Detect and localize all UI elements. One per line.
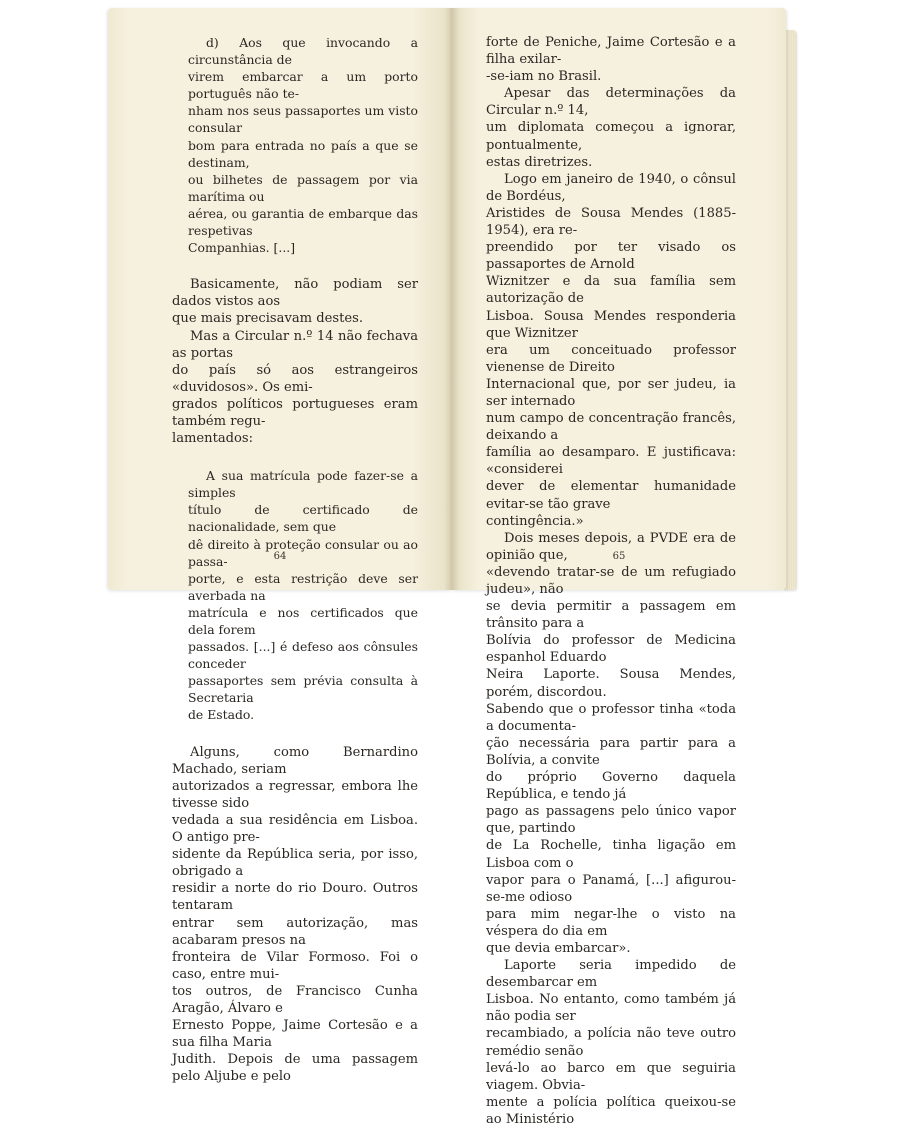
circular-quote-d bbox=[172, 34, 418, 256]
text-line: virem embarcar a um porto português não te- bbox=[188, 69, 418, 102]
open-book bbox=[108, 8, 798, 1127]
text-line: Aristides de Sousa Mendes (1885-1954), era re- bbox=[486, 205, 736, 239]
text-line: forte de Peniche, Jaime Cortesão e a filha exilar- bbox=[486, 35, 736, 68]
text-line: família ao desamparo. E justificava: «considerei bbox=[486, 445, 736, 478]
left-page bbox=[108, 8, 452, 1085]
text-line: aérea, ou garantia de embarque das respetivas bbox=[188, 205, 418, 239]
text-line: num campo de concentração francês, deixando a bbox=[486, 411, 736, 444]
text-line: Basicamente, não podiam ser dados vistos aos bbox=[172, 277, 418, 310]
text-line: Wiznitzer e da sua família sem autorização de bbox=[486, 274, 736, 307]
text-line: Logo em janeiro de 1940, o cônsul de Bordéus, bbox=[486, 171, 736, 204]
text-line: estas diretrizes. bbox=[486, 154, 593, 170]
page-number-left: 64 bbox=[273, 551, 287, 562]
text-line: dê direito à proteção consular ou ao passa- bbox=[188, 536, 418, 569]
text-line: que mais precisavam destes. bbox=[172, 311, 363, 327]
text-line: Dois meses depois, a PVDE era de opinião que, bbox=[486, 530, 736, 563]
text-line: grados políticos portugueses eram também regu- bbox=[172, 396, 418, 429]
page-number-right: 65 bbox=[612, 551, 626, 562]
text-line: Judith. Depois de uma passagem pelo Aljube e pelo bbox=[172, 1052, 418, 1085]
paragraph bbox=[486, 957, 736, 1128]
text-line: autorizados a regressar, embora lhe tivesse sido bbox=[172, 778, 418, 811]
text-line: era um conceituado professor vienense de Direito bbox=[486, 342, 736, 375]
text-line: Bolívia do professor de Medicina espanhol Eduardo bbox=[486, 633, 736, 666]
text-line: Sabendo que o professor tinha «toda a documenta- bbox=[486, 701, 736, 734]
book-gutter bbox=[444, 8, 460, 590]
text-line: Companhias. [...] bbox=[188, 240, 296, 256]
text-line: Internacional que, por ser judeu, ia ser internado bbox=[486, 376, 736, 409]
right-page bbox=[452, 8, 786, 1127]
text-line: de La Rochelle, tinha ligação em Lisboa com o bbox=[486, 838, 736, 871]
text-line: A sua matrícula pode fazer-se a simples bbox=[188, 468, 418, 501]
text-line: sidente da República seria, por isso, obrigado a bbox=[172, 847, 418, 880]
text-line: tos outros, de Francisco Cunha Aragão, Álvaro e bbox=[172, 983, 418, 1016]
text-line: bom para entrada no país a que se destinam, bbox=[188, 137, 418, 170]
right-page-text bbox=[486, 34, 736, 1128]
text-line: pago as passagens pelo único vapor que, partindo bbox=[486, 804, 736, 837]
text-line: do próprio Governo daquela República, e tendo já bbox=[486, 770, 736, 803]
paragraph bbox=[486, 530, 736, 957]
text-line: matrícula e nos certificados que dela forem bbox=[188, 604, 418, 637]
matricula-quote bbox=[172, 467, 418, 723]
text-line: lamentados: bbox=[172, 431, 254, 447]
text-line: dever de elementar humanidade evitar-se tão grave bbox=[486, 479, 736, 512]
text-line: vedada a sua residência em Lisboa. O antigo pre- bbox=[172, 812, 418, 846]
text-line: nham nos seus passaportes um visto consular bbox=[188, 103, 418, 136]
text-line: de Estado. bbox=[188, 707, 255, 723]
paragraph bbox=[486, 34, 736, 85]
text-line: preendido por ter visado os passaportes de Arnold bbox=[486, 240, 736, 273]
text-line: residir a norte do rio Douro. Outros tentaram bbox=[172, 881, 418, 914]
text-line: ção necessária para partir para a Bolívia, a convite bbox=[486, 735, 736, 768]
text-line: que devia embarcar». bbox=[486, 940, 631, 956]
text-line: recambiado, a polícia não teve outro remédio senão bbox=[486, 1026, 736, 1059]
text-line: porte, e esta restrição deve ser averbada na bbox=[188, 570, 418, 603]
text-line: Lisboa. Sousa Mendes responderia que Wiznitzer bbox=[486, 308, 736, 341]
text-line: ou bilhetes de passagem por via marítima ou bbox=[188, 171, 418, 204]
text-line: para mim negar-lhe o visto na véspera do dia em bbox=[486, 906, 736, 939]
text-line: passaportes sem prévia consulta à Secretaria bbox=[188, 673, 418, 706]
paragraph bbox=[486, 85, 736, 170]
paragraph bbox=[172, 328, 418, 448]
text-line: Apesar das determinações da Circular n.º 14, bbox=[486, 86, 736, 119]
text-line: passados. [...] é defeso aos cônsules conceder bbox=[188, 639, 418, 672]
text-line: um diplomata começou a ignorar, pontualmente, bbox=[486, 120, 736, 153]
text-line: -se-iam no Brasil. bbox=[486, 69, 602, 85]
text-line: Alguns, como Bernardino Machado, seriam bbox=[172, 744, 418, 777]
text-line: fronteira de Vilar Formoso. Foi o caso, entre mui- bbox=[172, 949, 418, 982]
text-line: levá-lo ao barco em que seguiria viagem. Obvia- bbox=[486, 1060, 736, 1093]
text-line: «devendo tratar-se de um refugiado judeu», não bbox=[486, 564, 736, 597]
text-line: Laporte seria impedido de desembarcar em bbox=[486, 958, 736, 991]
text-line: título de certificado de nacionalidade, sem que bbox=[188, 502, 418, 535]
text-line: contingência.» bbox=[486, 513, 584, 529]
paragraph bbox=[172, 276, 418, 327]
text-line: d) Aos que invocando a circunstância de bbox=[188, 35, 418, 68]
text-line: vapor para o Panamá, [...] afigurou-se-me odioso bbox=[486, 872, 736, 905]
text-line: Lisboa. No entanto, como também já não podia ser bbox=[486, 992, 736, 1025]
paragraph bbox=[172, 744, 418, 1086]
text-line: Mas a Circular n.º 14 não fechava as portas bbox=[172, 328, 418, 361]
text-line: Neira Laporte. Sousa Mendes, porém, discordou. bbox=[486, 667, 736, 700]
paragraph bbox=[486, 171, 736, 530]
text-line: Ernesto Poppe, Jaime Cortesão e a sua filha Maria bbox=[172, 1018, 418, 1051]
text-line: do país só aos estrangeiros «duvidosos». Os emi- bbox=[172, 362, 418, 395]
text-line: mente a polícia política queixou-se ao Ministério bbox=[486, 1094, 736, 1127]
text-line: se devia permitir a passagem em trânsito para a bbox=[486, 599, 736, 632]
text-line: entrar sem autorização, mas acabaram presos na bbox=[172, 915, 418, 948]
